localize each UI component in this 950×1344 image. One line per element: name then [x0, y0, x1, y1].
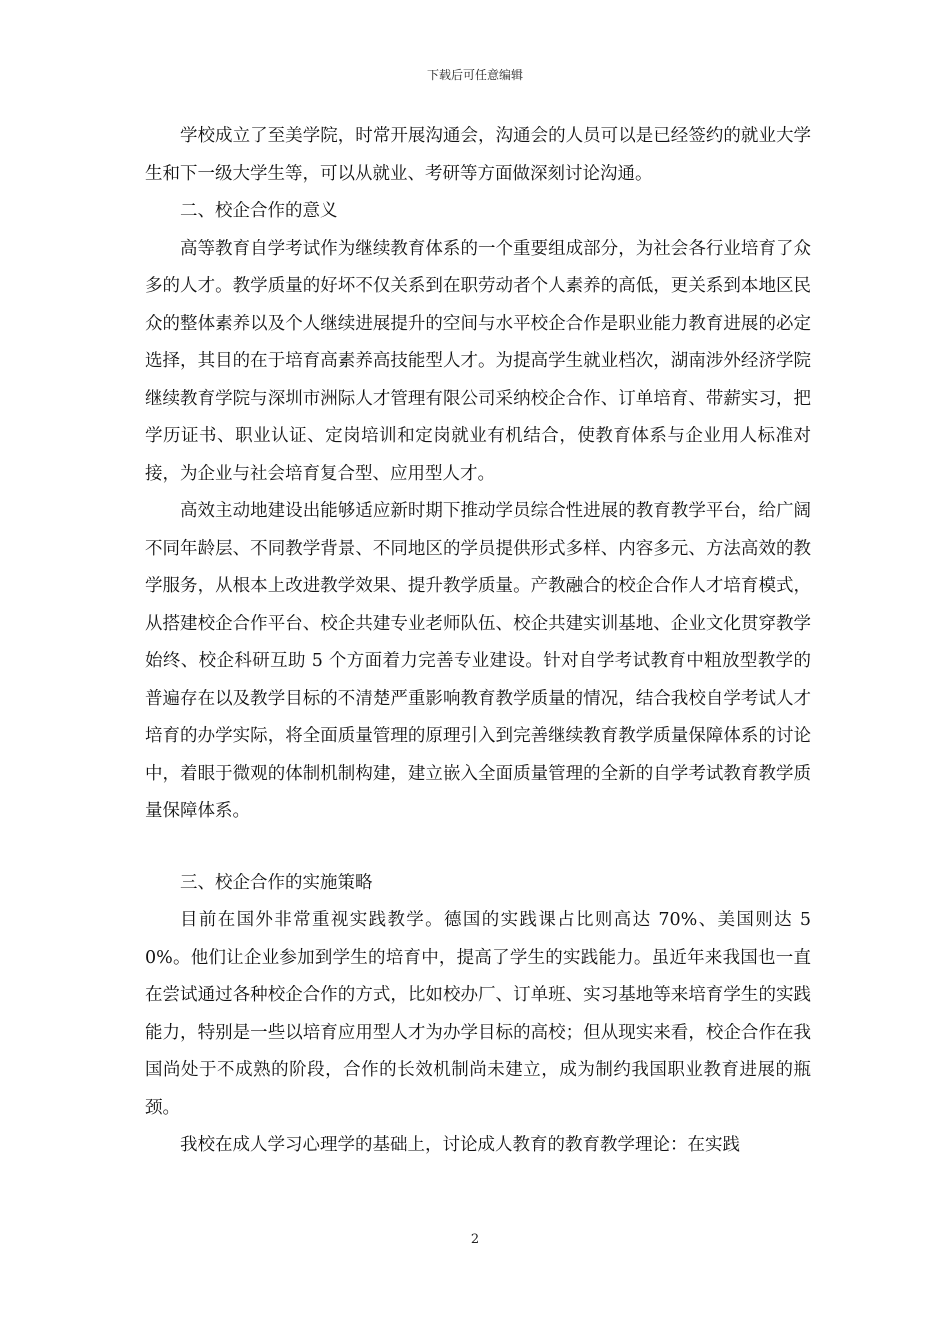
section-heading-3: 三、校企合作的实施策略 [180, 872, 373, 893]
document-body [145, 118, 811, 1165]
page-number: 2 [470, 1232, 480, 1247]
paragraph-2: 高等教育自学考试作为继续教育体系的一个重要组成部分，为社会各行业培育了众多的人才。教学质量的好坏不仅关系到在职劳动者个人素养的高低，更关系到本地区民众的整体素养以及个人继续进展提升的空间与水平校企合作是职业能力教育进展的必定选择，其目的在于培育高素养高技能型人才。为提高学生就业档次，湖南涉外经济学院继续教育学院与深圳市洲际人才管理有限公司采纳校企合作、订单培育、带薪实习，把学历证书、职业认证、定岗培训和定岗就业有机结合，使教育体系与企业用人标准对接，为企业与社会培育复合型、应用型人才。 [145, 238, 811, 484]
paragraph-3: 高效主动地建设出能够适应新时期下推动学员综合性进展的教育教学平台，给广阔不同年龄层、不同教学背景、不同地区的学员提供形式多样、内容多元、方法高效的教学服务，从根本上改进教学效果、提升教学质量。产教融合的校企合作人才培育模式，从搭建校企合作平台、校企共建专业老师队伍、校企共建实训基地、企业文化贯穿教学始终、校企科研互助 5 个方面着力完善专业建设。针对自学考试教育中粗放型教学的普遍存在以及教学目标的不清楚严重影响教育教学质量的情况，结合我校自学考试人才培育的办学实际，将全面质量管理的原理引入到完善继续教育教学质量保障体系的讨论中，着眼于微观的体制机制构建，建立嵌入全面质量管理的全新的自学考试教育教学质量保障体系。 [145, 501, 811, 821]
section-gap [145, 831, 811, 865]
section-heading-2: 二、校企合作的意义 [180, 201, 338, 221]
paragraph-1: 学校成立了至美学院，时常开展沟通会，沟通会的人员可以是已经签约的就业大学生和下一级大学生等，可以从就业、考研等方面做深刻讨论沟通。 [145, 126, 811, 184]
paragraph-4: 目前在国外非常重视实践教学。德国的实践课占比则高达 70%、美国则达 50%。他们让企业参加到学生的培育中，提高了学生的实践能力。虽近年来我国也一直在尝试通过各种校企合作的方式，比如校办厂、订单班、实习基地等来培育学生的实践能力，特别是一些以培育应用型人才为办学目标的高校；但从现实来看，校企合作在我国尚处于不成熟的阶段，合作的长效机制尚未建立，成为制约我国职业教育进展的瓶颈。 [145, 910, 811, 1118]
paragraph-5: 我校在成人学习心理学的基础上，讨论成人教育的教育教学理论：在实践 [180, 1135, 740, 1155]
page-header: 下载后可任意编辑 [426, 68, 523, 82]
